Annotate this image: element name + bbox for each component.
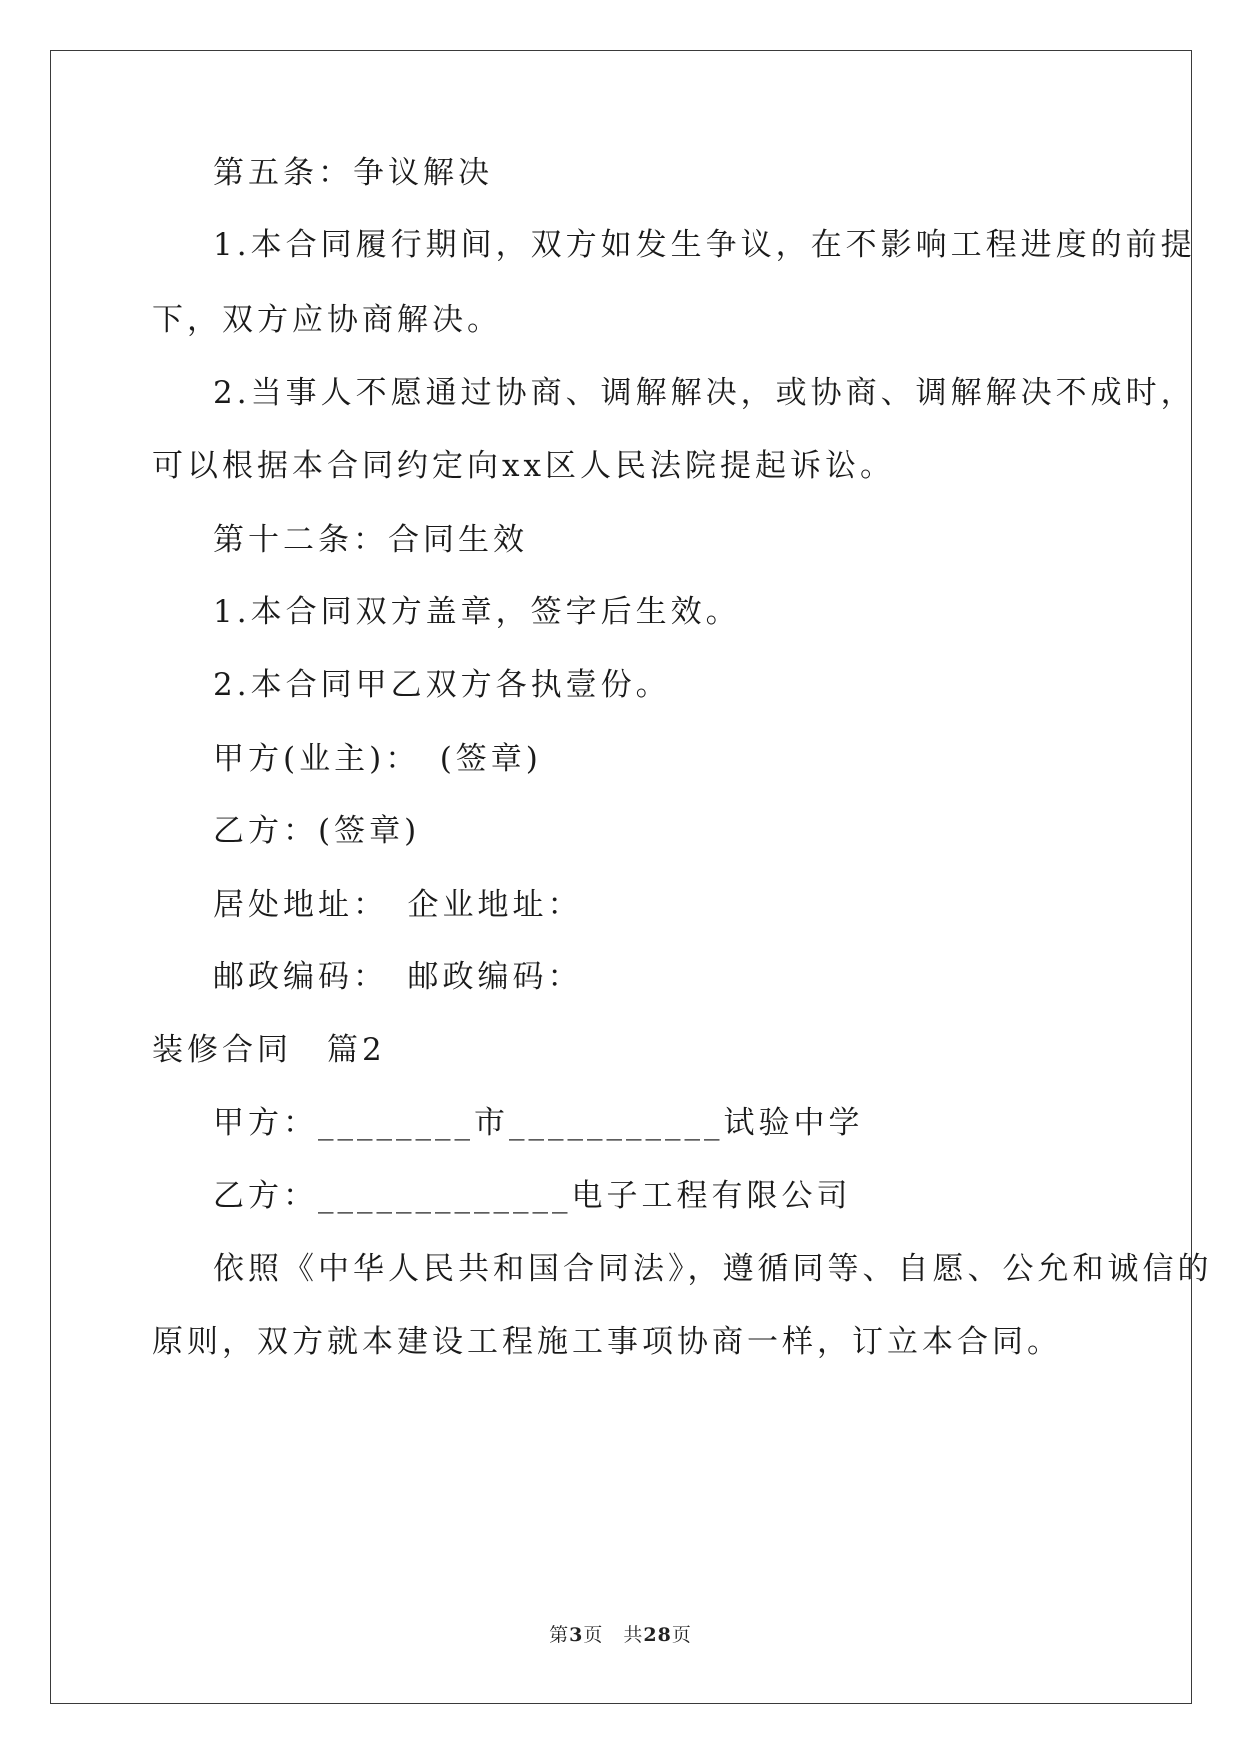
- article-5-clause-2-cont: 可以根据本合同约定向xx区人民法院提起诉讼。: [152, 448, 895, 484]
- contract-2-preamble-cont: 原则，双方就本建设工程施工事项协商一样，订立本合同。: [152, 1324, 1062, 1360]
- footer-prefix: 第: [549, 1624, 570, 1646]
- article-5-clause-1: 1.本合同履行期间，双方如发生争议，在不影响工程进度的前提: [213, 227, 1196, 263]
- page-number-footer: [0, 1620, 1241, 1647]
- total-page-number: 28: [643, 1624, 672, 1646]
- contract-2-title: 装修合同 篇2: [152, 1032, 386, 1068]
- current-page-number: 3: [569, 1624, 584, 1646]
- contract-2-preamble: 依照《中华人民共和国合同法》，遵循同等、自愿、公允和诚信的: [213, 1251, 1213, 1287]
- article-5-clause-1-cont: 下，双方应协商解决。: [152, 302, 502, 338]
- page-border: [50, 50, 1192, 1704]
- article-5-clause-2: 2.当事人不愿通过协商、调解解决，或协商、调解解决不成时，: [213, 375, 1196, 411]
- article-12-clause-1: 1.本合同双方盖章，签字后生效。: [213, 594, 741, 630]
- article-12-heading: 第十二条：合同生效: [213, 522, 528, 558]
- party-a-signature: 甲方(业主)： (签章): [213, 741, 542, 777]
- address-line: 居处地址： 企业地址：: [213, 887, 583, 923]
- party-b-signature: 乙方：(签章): [213, 813, 421, 849]
- contract-2-party-b: 乙方：_____________电子工程有限公司: [213, 1178, 852, 1214]
- contract-2-party-a: 甲方：________市___________试验中学: [213, 1105, 864, 1141]
- footer-middle: 页 共: [583, 1624, 644, 1646]
- article-12-clause-2: 2.本合同甲乙双方各执壹份。: [213, 667, 671, 703]
- footer-suffix: 页: [671, 1624, 692, 1646]
- postal-code-line: 邮政编码： 邮政编码：: [213, 959, 583, 995]
- article-5-heading: 第五条：争议解决: [213, 155, 493, 191]
